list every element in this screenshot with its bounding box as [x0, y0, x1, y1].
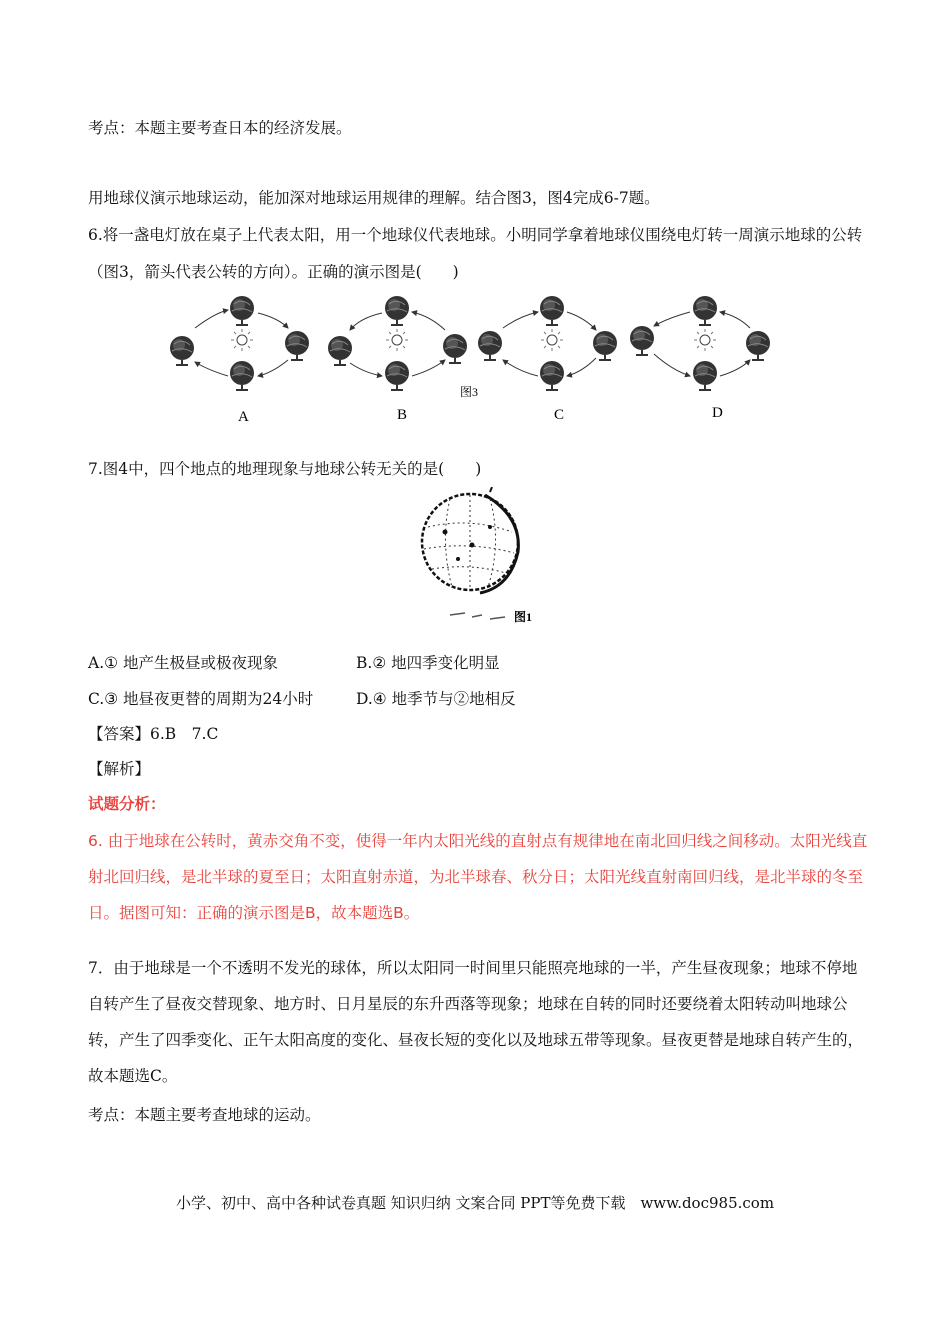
top-note: 考点：本题主要考查日本的经济发展。 — [88, 119, 352, 137]
option-d: D.④ 地季节与②地相反 — [356, 690, 516, 708]
option-a: A.① 地产生极昼或极夜现象 — [88, 654, 278, 672]
bottom-note: 考点：本题主要考查地球的运动。 — [88, 1106, 321, 1124]
page-footer: 小学、初中、高中各种试卷真题 知识归纳 文案合同 PPT等免费下载 www.doc985.com — [175, 1194, 775, 1212]
question-7: 7.图4中，四个地点的地理现象与地球公转无关的是( ) — [88, 460, 482, 478]
option-b: B.② 地四季变化明显 — [356, 654, 500, 672]
option-c: C.③ 地昼夜更替的周期为24小时 — [88, 690, 314, 708]
figure-3-option-b — [328, 296, 467, 390]
figure-3-label-c: C — [554, 407, 565, 423]
analysis-label: 【解析】 — [88, 760, 151, 778]
analysis-heading: 试题分析： — [88, 795, 166, 813]
answer: 【答案】6.B 7.C — [88, 725, 219, 743]
figure-3-option-c — [478, 296, 617, 390]
figure-3-caption: 图3 — [460, 385, 479, 399]
figure-3-label-a: A — [238, 409, 249, 425]
figure-3-label-d: D — [712, 405, 723, 421]
question-6: 6.将一盏电灯放在桌子上代表太阳，用一个地球仪代表地球。小明同学拿着地球仪围绕电灯转一周演示地球的公转（图3，箭头代表公转的方向）。正确的演示图是( ) — [88, 226, 863, 281]
figure-3-option-d — [630, 296, 770, 390]
analysis-6: 6. 由于地球在公转时，黄赤交角不变，使得一年内太阳光线的直射点有规律地在南北回归线之间移动。太阳光线直射北回归线，是北半球的夏至日；太阳直射赤道，为北半球春、秋分日；太阳光线直射南回归线，是北半球的冬至日。据图可知：正确的演示图是B，故本题选B。 — [88, 832, 868, 922]
analysis-7: 7．由于地球是一个不透明不发光的球体，所以太阳同一时间里只能照亮地球的一半，产生昼夜现象；地球不停地自转产生了昼夜交替现象、地方时、日月星辰的东升西落等现象；地球在自转的同时还要绕着太阳转动叫地球公转，产生了四季变化、正午太阳高度的变化、昼夜长短的变化以及地球五带等现象。昼夜更替是地球自转产生的，故本题选C。 — [88, 959, 864, 1085]
figure-3-label-b: B — [397, 407, 408, 423]
figure-4-caption: 图1 — [514, 610, 533, 624]
figure-3-option-a — [170, 296, 309, 390]
figure-3 — [160, 288, 785, 428]
intro-text: 用地球仪演示地球运动，能加深对地球运用规律的理解。结合图3，图4完成6-7题。 — [88, 189, 660, 207]
figure-4 — [410, 487, 540, 627]
